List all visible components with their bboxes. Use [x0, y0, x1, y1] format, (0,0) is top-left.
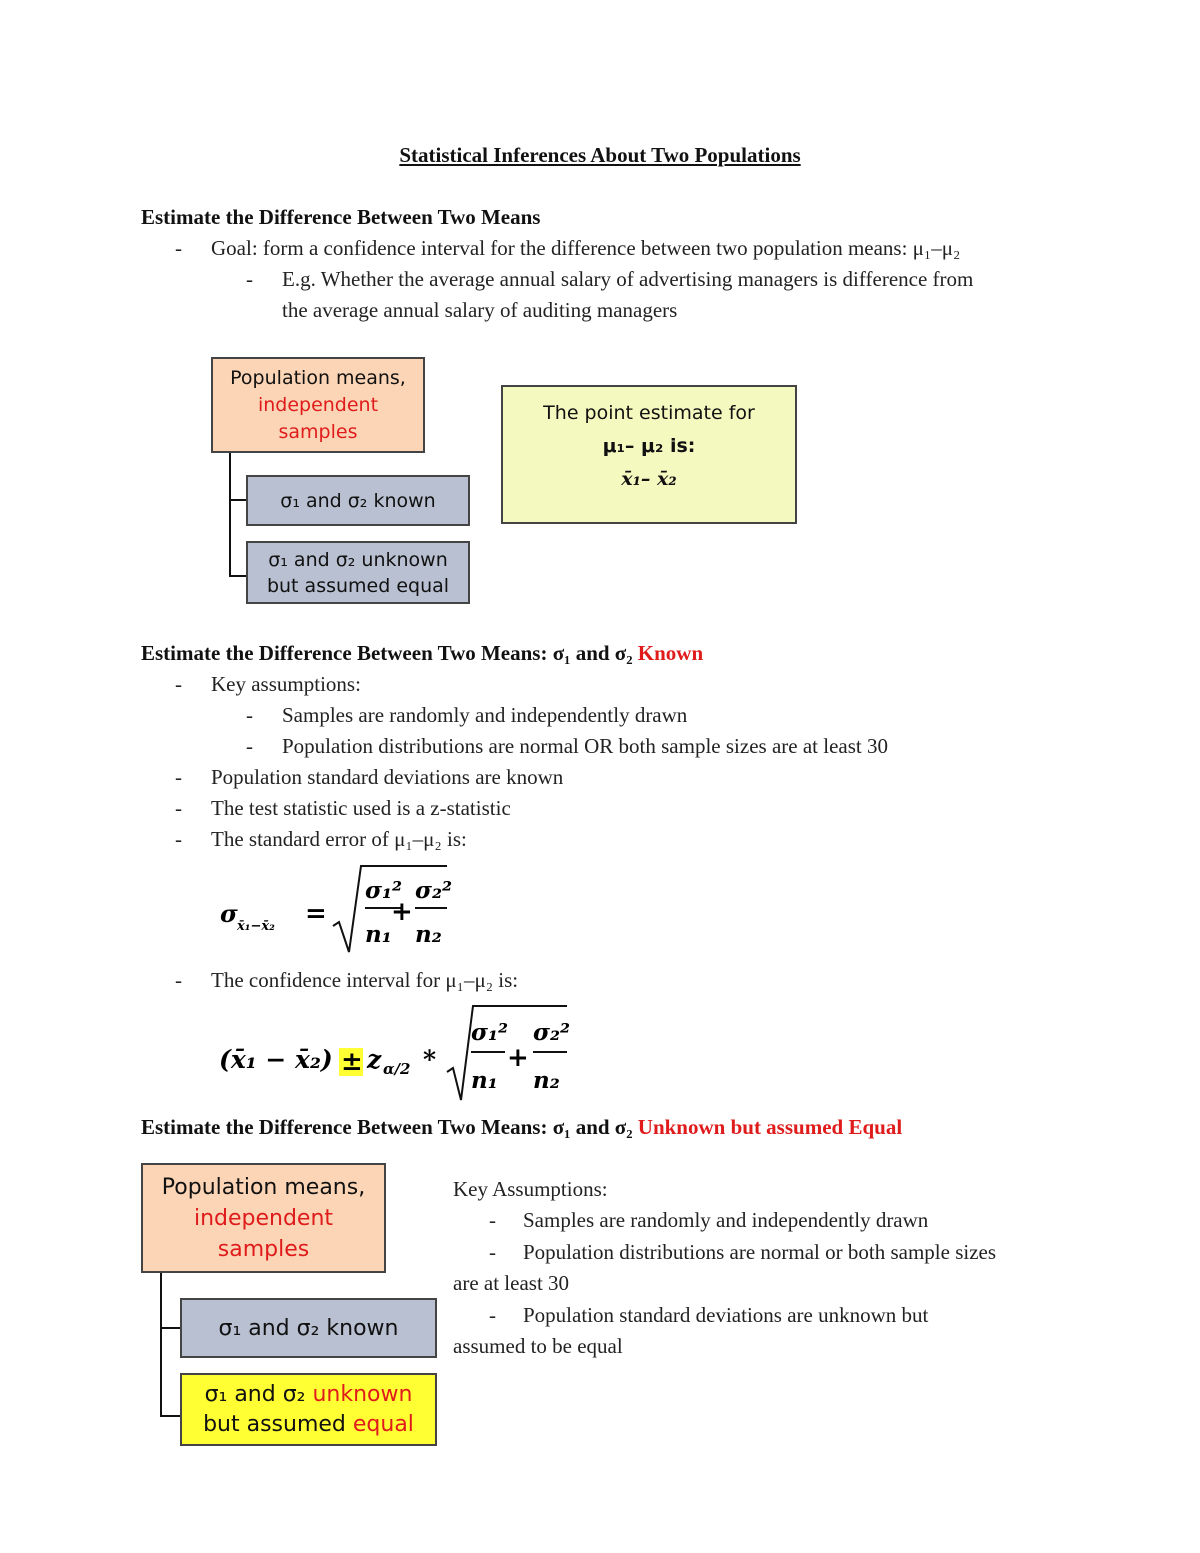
diagram2-assumed-word: equal — [352, 1411, 414, 1437]
confidence-interval-formula — [215, 1000, 575, 1104]
diagram1-root-line2: independent — [257, 393, 379, 416]
s3-assumption-random: Samples are randomly and independently drawn — [523, 1208, 929, 1232]
diagram2-connector-known — [160, 1327, 180, 1329]
diagram1-unknown-box — [246, 541, 470, 604]
svg-text:±: ± — [341, 1047, 363, 1077]
list-item: - Key assumptions: — [175, 672, 361, 696]
confidence-interval-label: The confidence interval for μ₁–μ₂ is: — [211, 968, 519, 992]
diagram2-root-line2: independent — [193, 1205, 334, 1231]
diagram1-connector-known — [229, 499, 246, 501]
section1-heading: Estimate the Difference Between Two Means — [141, 205, 541, 229]
svg-text:α/2: α/2 — [383, 1060, 411, 1078]
key-assumptions-title: Key Assumptions: — [453, 1177, 608, 1201]
diagram1-root-box — [211, 357, 425, 453]
section3-heading-highlight: Unknown but assumed Equal — [637, 1115, 903, 1139]
diagram1-connector-unknown — [229, 575, 246, 577]
test-statistic: The test statistic used is a z-statistic — [211, 796, 511, 820]
assumption-normal: Population distributions are normal OR both sample sizes are at least 30 — [282, 734, 888, 758]
svg-text:σ₂²: σ₂² — [533, 1019, 571, 1046]
diagram2-unknown-box — [180, 1373, 437, 1446]
section3-heading — [141, 1115, 902, 1140]
svg-text:n₁: n₁ — [471, 1067, 498, 1094]
svg-text:=: = — [305, 899, 327, 929]
diagram1-connector-vertical — [229, 453, 231, 577]
std-known: Population standard deviations are known — [211, 765, 564, 789]
svg-text:n₂: n₂ — [415, 921, 442, 948]
svg-text:σ₂²: σ₂² — [415, 877, 453, 904]
diagram2-assumed-prefix: but assumed — [203, 1411, 346, 1437]
diagram2-root-box — [141, 1163, 386, 1273]
eg-bullet: - E.g. Whether the average annual salary of advertising managers is difference from — [246, 267, 974, 291]
section3-heading-prefix: Estimate the Difference Between Two Means: σ₁ and σ₂ — [141, 1115, 633, 1139]
list-item: - Population standard deviations are unknown but — [489, 1303, 929, 1327]
section2-heading-highlight: Known — [637, 641, 704, 665]
s3-assumption-std-line1: Population standard deviations are unknown but — [523, 1303, 929, 1327]
svg-text:n₁: n₁ — [365, 921, 392, 948]
diagram2-known-box — [180, 1298, 437, 1358]
diagram1-unknown-line1: σ₁ and σ₂ unknown — [268, 548, 448, 571]
standard-error-formula — [215, 860, 455, 956]
diagram2-unknown-word: unknown — [312, 1381, 413, 1407]
list-item: - The standard error of μ₁–μ₂ is: — [175, 827, 467, 851]
diagram2-connector-unknown — [160, 1415, 180, 1417]
section2-heading-prefix: Estimate the Difference Between Two Means: σ₁ and σ₂ — [141, 641, 633, 665]
point-estimate-line1: The point estimate for — [543, 402, 755, 424]
diagram1-known-box — [246, 475, 470, 526]
diagram2-connector-vertical — [160, 1273, 162, 1417]
list-item: - Population distributions are normal OR both sample sizes are at least 30 — [246, 734, 888, 758]
diagram1-known-label: σ₁ and σ₂ known — [280, 489, 436, 512]
diagram1-root-line1: Population means, — [230, 366, 406, 389]
diagram2-root-line3: samples — [217, 1236, 310, 1262]
list-item: - Population standard deviations are known — [175, 765, 564, 789]
list-item: - Samples are randomly and independently drawn — [246, 703, 688, 727]
list-item: - Samples are randomly and independently drawn — [489, 1208, 929, 1232]
list-item: - Population distributions are normal or both sample sizes — [489, 1240, 997, 1264]
diagram2-known-label: σ₁ and σ₂ known — [218, 1315, 399, 1341]
diagram2-root-line1: Population means, — [161, 1174, 366, 1200]
goal-text: Goal: form a confidence interval for the difference between two population means: μ₁–μ₂ — [211, 236, 961, 260]
svg-text:(x̄₁ − x̄₂): (x̄₁ − x̄₂) — [219, 1045, 333, 1074]
svg-text:+: + — [391, 897, 413, 927]
svg-text:*: * — [423, 1045, 437, 1074]
goal-bullet: - Goal: form a confidence interval for the difference between two population means: μ₁–μ₂ — [175, 236, 961, 260]
s3-assumption-normal-line2: are at least 30 — [453, 1271, 570, 1295]
point-estimate-line3: x̄₁– x̄₂ — [621, 468, 677, 490]
svg-text:σ₁²: σ₁² — [471, 1019, 509, 1046]
svg-text:σ₁²: σ₁² — [365, 877, 403, 904]
s3-assumption-normal-line1: Population distributions are normal or both sample sizes — [523, 1240, 997, 1264]
eg-text-line1: E.g. Whether the average annual salary of advertising managers is difference from — [282, 267, 974, 291]
point-estimate-line2: μ₁– μ₂ is: — [602, 435, 696, 457]
diagram1-root-line3: samples — [278, 420, 358, 443]
assumption-random: Samples are randomly and independently drawn — [282, 703, 688, 727]
page-title: Statistical Inferences About Two Populations — [399, 143, 801, 167]
svg-text:n₂: n₂ — [533, 1067, 560, 1094]
point-estimate-box — [501, 385, 797, 524]
list-item: - The confidence interval for μ₁–μ₂ is: — [175, 968, 519, 992]
standard-error-label: The standard error of μ₁–μ₂ is: — [211, 827, 467, 851]
svg-text:z: z — [367, 1045, 382, 1074]
svg-text:+: + — [507, 1043, 529, 1073]
list-item: - The test statistic used is a z-statistic — [175, 796, 511, 820]
s3-assumption-std-line2: assumed to be equal — [453, 1334, 623, 1358]
svg-text:x̄₁−x̄₂: x̄₁−x̄₂ — [237, 919, 275, 934]
eg-text-line2: the average annual salary of auditing managers — [282, 298, 678, 322]
svg-text:σ: σ — [220, 899, 238, 928]
diagram2-unknown-prefix: σ₁ and σ₂ — [204, 1381, 306, 1407]
diagram1-unknown-line2: but assumed equal — [266, 574, 450, 597]
section2-heading — [141, 641, 703, 666]
key-assumptions-label: Key assumptions: — [211, 672, 361, 696]
